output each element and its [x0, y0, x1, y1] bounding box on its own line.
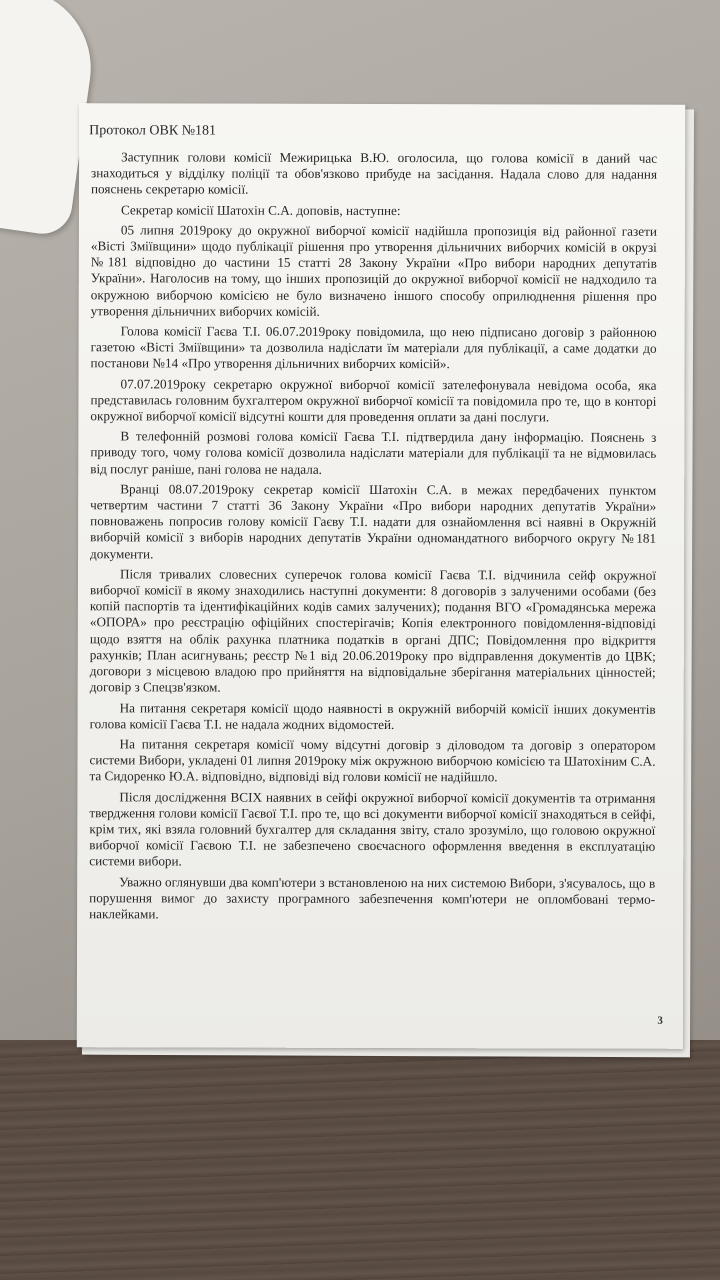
paragraph: Голова комісії Гаєва Т.І. 06.07.2019року повідомила, що нею підписано договір з районною газетою «Вісті Зміївщини» та дозволила надіслати їм матеріали для публікації, а саме додатки до постанови №14 «Про утворення дільничних виборчих комісій».: [90, 323, 657, 372]
paragraph: Уважно оглянувши два комп'ютери з встановленою на них системою Вибори, з'ясувалось, що в порушення вимог до захисту програмного забезпечення комп'ютери не опломбовані термо-наклейками.: [89, 873, 656, 922]
paragraph: Заступник голови комісії Межирицька В.Ю. оголосила, що голова комісії в даний час знаходиться у відділку поліції та обов'язково прибуде на засідання. Надала слово для надання пояснень секретарю комісії.: [90, 149, 658, 198]
paragraph: Секретар комісії Шатохін С.А. доповів, наступне:: [120, 201, 401, 218]
document-page: [77, 103, 685, 1049]
paragraph: 05 липня 2019року до окружної виборчої комісії надійшла пропозиція від районної газети «Вісті Зміївщини» щодо публікації рішення про утворення дільничних виборчих комісій в окрузі №181 відповідно до частини 15 статті 28 Закону України «Про вибори народних депутатів України». Наголосив на тому, що інших пропозицій до окружної виборчої комісії не надходило та окружною виборчою комісією не було визначено іншого способу оприлюднення рішення про утворення дільничних виборчих комісій.: [90, 222, 657, 319]
document-body: [89, 149, 657, 928]
paragraph: На питання секретаря комісії щодо наявності в окружній виборчій комісії інших документів голова комісії Гаєва Т.І. не надала жодних відомостей.: [89, 699, 656, 732]
paragraph: На питання секретаря комісії чому відсутні договір з діловодом та договір з оператором системи Вибори, укладені 01 липня 2019року між окружною виборчою комісією та Шатохіним С.А. та Сидоренко Ю.А. відповідно, відповіді від голови комісії не надійшло.: [89, 736, 656, 785]
paragraph: Після дослідження ВСІХ наявних в сейфі окружної виборчої комісії документів та отримання твердження голови комісії Гаєвої Т.І. про те, що всі документи виборчої комісії знаходяться в сейфі, крім тих, які взяла головний бухгалтер для складання звіту, стало зрозуміло, що головою окружної виборчої комісії Гаєвою Т.І. не забезпечено своєчасного оформлення введення в експлуатацію системи вибори.: [89, 788, 656, 869]
page-number: 3: [657, 1014, 663, 1027]
paragraph: 07.07.2019року секретарю окружної виборчої комісії зателефонувала невідома особа, яка представилась головним бухгалтером окружної виборчої комісії та повідомила про те, що в конторі окружної виборчої комісії відсутні кошти для проведення оплати за дані послуги.: [90, 375, 657, 425]
paragraph: Вранці 08.07.2019року секретар комісії Шатохін С.А. в межах передбачених пунктом четвертим частини 7 статті 36 Закону України «Про вибори народних депутатів України» повноважень попросив голову комісії Гаєву Т.І. надати для ознайомлення всі наявні в Окружній виборчій комісії з виборів народних депутатів України одномандатного виборчого округу №181 документи.: [90, 481, 657, 562]
paragraph: Після тривалих словесних суперечок голова комісії Гаєва Т.І. відчинила сейф окружної виборчої комісії в якому знаходились наступні документи: 8 договорів з залученими особами (без копій паспортів та ідентифікаційних кодів самих залучених); подання ВГО «Громадянська мережа «ОПОРА» про реєстрацію офіційних спостерігачів; Копія електронного повідомлення-відповіді щодо взяття на облік рахунка платника податків в органі ДПС; Повідомлення про відкриття рахунків; План асигнувань; реєстр №1 від 20.06.2019року про відправлення документів до ЦВК; договори з місцевою владою про прийняття на відповідальне зберігання матеріальних цінностей; договір з Спецзв'язком.: [89, 566, 657, 695]
paragraph: В телефонній розмові голова комісії Гаєва Т.І. підтвердила дану інформацію. Пояснень з приводу того, чому голова комісії дозволила надіслати матеріали для публікації та не відмовилась від послуг раніше, пані голова не надала.: [90, 428, 657, 477]
wooden-table-edge: [0, 1040, 720, 1280]
document-header: Протокол ОВК №181: [89, 123, 217, 139]
